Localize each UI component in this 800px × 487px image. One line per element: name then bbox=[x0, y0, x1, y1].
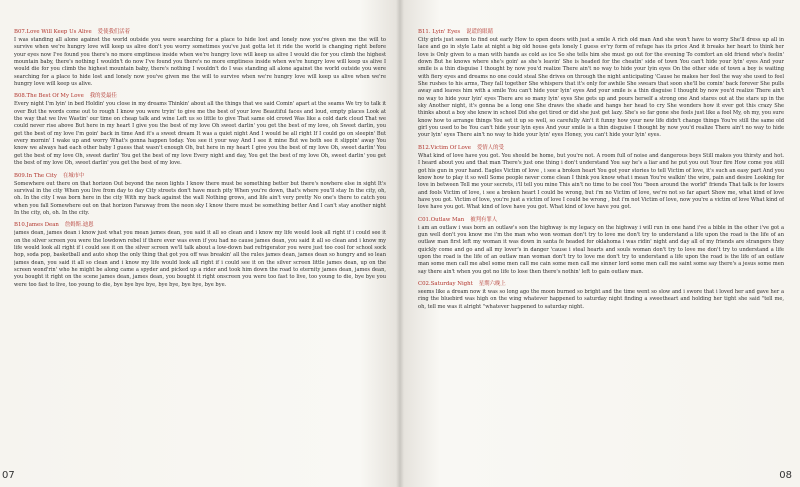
song-title-chinese: 爱使我们活着 bbox=[97, 29, 131, 35]
song-title: C01.Outlaw Man 被判有罪人 bbox=[418, 216, 498, 223]
song-title-chinese: 星期六晚上 bbox=[478, 280, 506, 287]
song-title: B11. Lyin' Eyes 说谎的眼睛 bbox=[418, 29, 494, 35]
page-number: 07 bbox=[2, 470, 15, 481]
song-title-chinese: 被判有罪人 bbox=[470, 216, 498, 223]
left-page bbox=[14, 28, 386, 468]
song-lyrics: Somewhere out there on that horizon Out beyond the neon lights I know there must be something better but there's nowhere else in sight It's survival in the city When you live from day to day City streets don't have much pity When you're down, that's where you'll stay In the city, oh, oh. In the city I was born here in the city With my back against the wall Nothing grows, and life ain't very pretty No one's there to catch you when you fall Somewhere out on that horizon Faraway from the neon sky I know there must be something better And I can't stay another night In the city, oh, oh. In the city. bbox=[14, 180, 386, 216]
song-entry bbox=[14, 172, 386, 218]
song-lyrics: City girls just seem to find out early How to open doors with just a smile A rich old man And she won't have to worry She'll dress up all in lace and go in style Late at night a big old house gets lonely I guess ev'ry form of refuge has its price And it breaks her heart to think her love is Only given to a man with hands as cold as ice So she tells him she must go out for the evening To comfort an old friend who's feelin' down But he knows where she's goin' as she's leavin' She is headed for the cheatin' side of town You can't hide your lyin' eyes And your smile is a thin disguise I thought by now you'd realize There ain't no way to hide your lyin eyes On the other side of town a boy is waiting with fiery eyes and dreams no one could steal She drives on through the night anticipating 'Cause he makes her feel the way she used to feel She rushes to his arms, They fall together She whispers that it's only for awhile She swears that soon she'll be comin' back forever She pulls away and leaves him with a smile You can't hide your lyin' eyes And your smile is a thin disguise I thought by now you'd realize There ain't no way to hide your lyin' eyes There are so many lyin' eyes She gets up and pours herself a strong one And stares out at the stars up in the sky Another night, it's gonna be a long one She draws the shade and hangs her head to cry She wonders how it ever got this crazy She thinks about a boy she knew in school Did she get tired or did she just get lazy. She's so far gone she feels just like a fool My, oh my, you sure know how to arrange things You set it up so well, so carefully Ain't it funny how your new life didn't change things You're still the same old girl you used to be You can't hide your lyin eyes And your smile is a thin disguise I thought by now you'd realize There ain't no way to hide your lyin' eyes There ain't no way to hide your lyin' eyes Honey, you can't hide your lyin' eyes. bbox=[418, 37, 784, 139]
song-title: B07.Love Will Keep Us Alive 爱使我们活着 bbox=[14, 29, 131, 35]
song-entry bbox=[14, 221, 386, 289]
song-lyrics: james dean, james dean i know just what you mean james dean, you said it all so clean and i know my life would look all right if i could see it on the silver screen you were the lowdown rebel if there ever was even if you had no cause james dean, you said it all so clean and i know my life would look all right if i could see it on the silver screen we'll talk about a low-down bad refrigerator you were just too cool for school sock hop, soda pop, basketball and auto shop the only thing that got you off was breakin' all the rules james dean, james dean so hungry and so lean james dean, you said it all so clean and i know my life would look all right if i could see it on the silver screen little james dean, up on the screen wond'rin' who he might be along came a spyder and picked up a rider and took him down the road to eternity james dean, james dean, you bought it right on the scene james dean, james dean, you bought it right onscreen you were too fast to live, too young to die, bye bye you were too fast to live, too young to die, bye bye bye bye, bye bye, bye bye, bye bye. bbox=[14, 230, 386, 288]
song-title-chinese: 在城市中 bbox=[62, 172, 85, 179]
page-number: 08 bbox=[779, 470, 792, 481]
song-entry bbox=[14, 92, 386, 167]
song-lyrics: Every night I'm lyin' in bed Holdin' you close in my dreams Thinkin' about all the things that we said Comin' apart at the seams We try to talk it over But the words come out to rough I know you were tryin' to give me the best of your love Beautiful faces and loud, empty places Look at the way that we live Wastin' our time on cheap talk and wine Left us so little to give That same old crowd Was like a cold dark cloud That we could never rise above But here in my heart I give you the best of my love Oh sweet darlin' you get the best of my love, oh Sweet darlin, you get the best of my love I'm goin' back in time And it's a sweet dream It was a quiet night And I would be all right If I could go on sleepin' But every mornin' I wake up and worry What's gonna happen today. You see it your way And I see it mine But we both see it slippin' away You know we always had each other baby I guess that wasn't enough Oh, but here in my heart I give you the best of my love Oh, sweet darlin' You get the best of my love Oh, sweet darlin' You get the best of my love Every night and day, You get the best of my love Oh, sweet darlin' you get the best of my love Oh, sweet darlin' you get the best of my love. bbox=[14, 101, 386, 167]
song-title-chinese: 我的爱最佳 bbox=[89, 93, 117, 100]
song-entry bbox=[14, 28, 386, 88]
song-title: B10.James Dean 詹姆斯.迪恩 bbox=[14, 222, 94, 229]
song-title: B12.Victim Of Love 爱情人的受 bbox=[418, 144, 504, 151]
song-title: C02.Saturday Night 星期六晚上 bbox=[418, 280, 506, 287]
song-lyrics: i am an outlaw i was born an outlaw's son the highway is my legacy on the highway i will run in one hand i've a bible in the other i've got a gun well don't you know me i'm the man who won woman don't try to love me don't try to understand a life upon the road is the life of an outlaw man first left my woman it was down in santa fe headed for oklahoma i was ridin' night and day all of my friends are strangers they quickly come and go and all my lover's in danger 'cause i steal hearts and souls woman don't try to love me don't try to understand a life upon the road is the life of an outlaw man woman don't try to love me don't try to understand a life upon the road is the life of an outlaw man some men call me abel some men call me cain some men call me sinner lord some men call me saint some say there's a jesus some men say there ain't when you got no life to lose then there's nothin' left to gain outlaw man. bbox=[418, 224, 784, 275]
song-lyrics: seems like a dream now it was so long ago the moon burned so bright and the time went so slow and i swore that i loved her and gave her a ring the bluebird was high on the wing whatever happened to saturday night finding a sweetheart and holding her tight she said "tell me, oh, tell me was it alright "whatever happened to saturday night. bbox=[418, 288, 784, 310]
song-entry bbox=[418, 280, 784, 311]
song-title-chinese: 爱情人的受 bbox=[476, 144, 504, 151]
song-title: B08.The Best Of My Love 我的爱最佳 bbox=[14, 93, 117, 100]
song-title: B09.In The City 在城市中 bbox=[14, 172, 85, 179]
song-lyrics: What kind of love have you got. You should be home, but you're not. A room full of noise and dangerous boys Still makes you thirsty and hot. I heard about you and that man There's just one thing i don't understand You say he's a liar and he put you out Your fire How come you still got his gun in your hand. Eagles Victim of love , i see a broken heart You got your stories to tell Victim of love, it's such an easy part And you know how to play it so well Some people never come clean I think you know what i mean You're walkin' the wire, pain and desire Looking for love in between Tell me your secrets, i'll tell you mine This ain't no time to be cool You "been around the world" friends That talk is for losers and fools Victim of love, i see a broken heart I could be wrong, but i'm no Victim of love, we're not so far apart Show me, what kind of love have you got. Victim of love, you're just a victim of love I could be wrong , but i'm not Victim of love, now you're a victim of love What kind of love have you got. What kind of love have you got. What kind of love have you got. bbox=[418, 152, 784, 211]
song-lyrics: I was standing all alone against the world outside you were searching for a place to hide lost and lonely now you've given me the will to survive when we're hungry love will keep us alive don't you worry sometimes you've just gotta let it ride the world is changing right before your eyes now I've found you there's no more emptiness inside when we're hungry love will keep us alive I would die for you climb the highest mountain baby, there's nothing I wouldn't do now I've found you there's no more emptiness inside when we're hungry love will keep us alive I would die for you climb the highest mountain baby, there's nothing I wouldn't do I was standing all alone against the world outside you were searching for a place to hide lost and lonely now you've given me the will to survive when we're hungry love will keep us alive when we're hungry love will keep us alive. bbox=[14, 37, 386, 88]
song-title-chinese: 詹姆斯.迪恩 bbox=[64, 222, 94, 229]
song-entry bbox=[418, 144, 784, 212]
song-entry bbox=[418, 216, 784, 276]
right-page bbox=[418, 28, 784, 468]
song-entry bbox=[418, 28, 784, 140]
song-title-chinese: 说谎的眼睛 bbox=[466, 29, 494, 35]
